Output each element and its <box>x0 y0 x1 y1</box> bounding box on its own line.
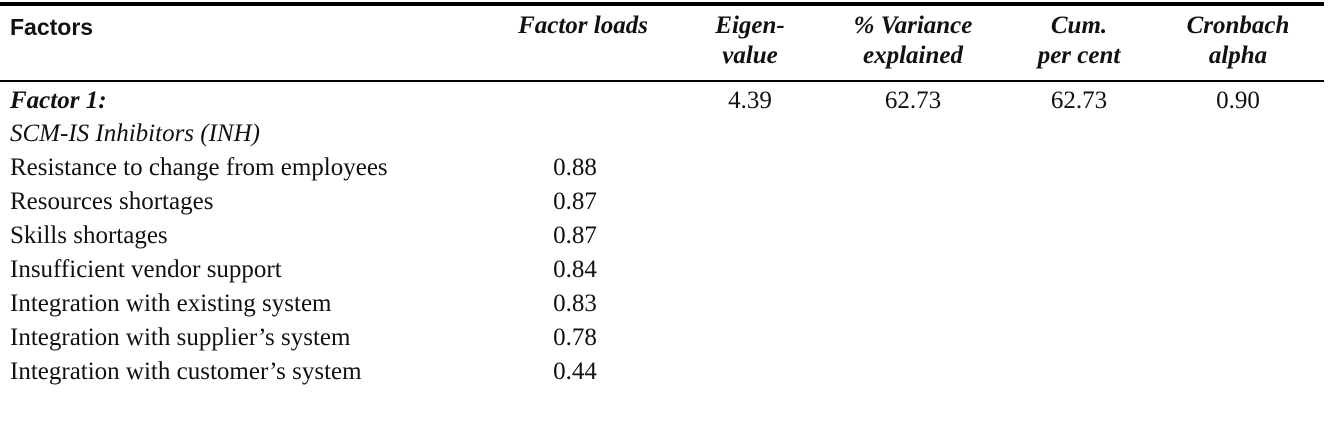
item-factor-load: 0.88 <box>553 154 597 181</box>
table-header-rule <box>0 80 1324 82</box>
header-cronbach-alpha <box>1158 11 1318 71</box>
item-label: Resources shortages <box>10 188 214 215</box>
header-factors: Factors <box>10 14 94 40</box>
header-cumulative-line-1: Cum. <box>1050 12 1108 39</box>
item-label: Skills shortages <box>10 222 168 249</box>
factor-eigenvalue: 4.39 <box>728 87 772 114</box>
item-factor-load: 0.78 <box>553 324 597 351</box>
table-row <box>0 187 700 221</box>
header-eigenvalue <box>690 11 810 71</box>
header-variance-line-1: % Variance <box>853 12 973 39</box>
header-variance-explained <box>818 11 1008 71</box>
factor-cronbach-alpha: 0.90 <box>1216 87 1260 114</box>
factor-cumulative-percent: 62.73 <box>1050 87 1108 114</box>
header-variance-line-2: explained <box>863 42 963 69</box>
factor-variance-explained: 62.73 <box>884 87 942 114</box>
item-label: Resistance to change from employees <box>10 154 388 181</box>
header-cronbach-line-2: alpha <box>1208 42 1268 69</box>
item-label: Integration with customer’s system <box>10 358 362 385</box>
header-eigenvalue-line-1: Eigen- <box>715 12 785 39</box>
header-cumulative-percent <box>1004 11 1154 71</box>
item-label: Integration with supplier’s system <box>10 324 351 351</box>
table-row <box>0 357 700 391</box>
table-row <box>0 221 700 255</box>
item-label: Integration with existing system <box>10 290 332 317</box>
factor-subtitle: SCM-IS Inhibitors (INH) <box>10 120 260 147</box>
header-eigenvalue-line-2: value <box>722 42 778 69</box>
item-factor-load: 0.44 <box>553 358 597 385</box>
item-factor-load: 0.87 <box>553 188 597 215</box>
table-row <box>0 323 700 357</box>
header-cumulative-line-2: per cent <box>1037 42 1121 69</box>
table-row <box>0 153 700 187</box>
factor-title: Factor 1: <box>10 87 107 114</box>
item-factor-load: 0.84 <box>553 256 597 283</box>
item-label: Insufficient vendor support <box>10 256 282 283</box>
table-row <box>0 289 700 323</box>
item-factor-load: 0.83 <box>553 290 597 317</box>
table-top-rule <box>0 2 1324 6</box>
header-cronbach-line-1: Cronbach <box>1186 12 1290 39</box>
table-row <box>0 255 700 289</box>
item-factor-load: 0.87 <box>553 222 597 249</box>
header-factor-loads: Factor loads <box>518 12 648 39</box>
